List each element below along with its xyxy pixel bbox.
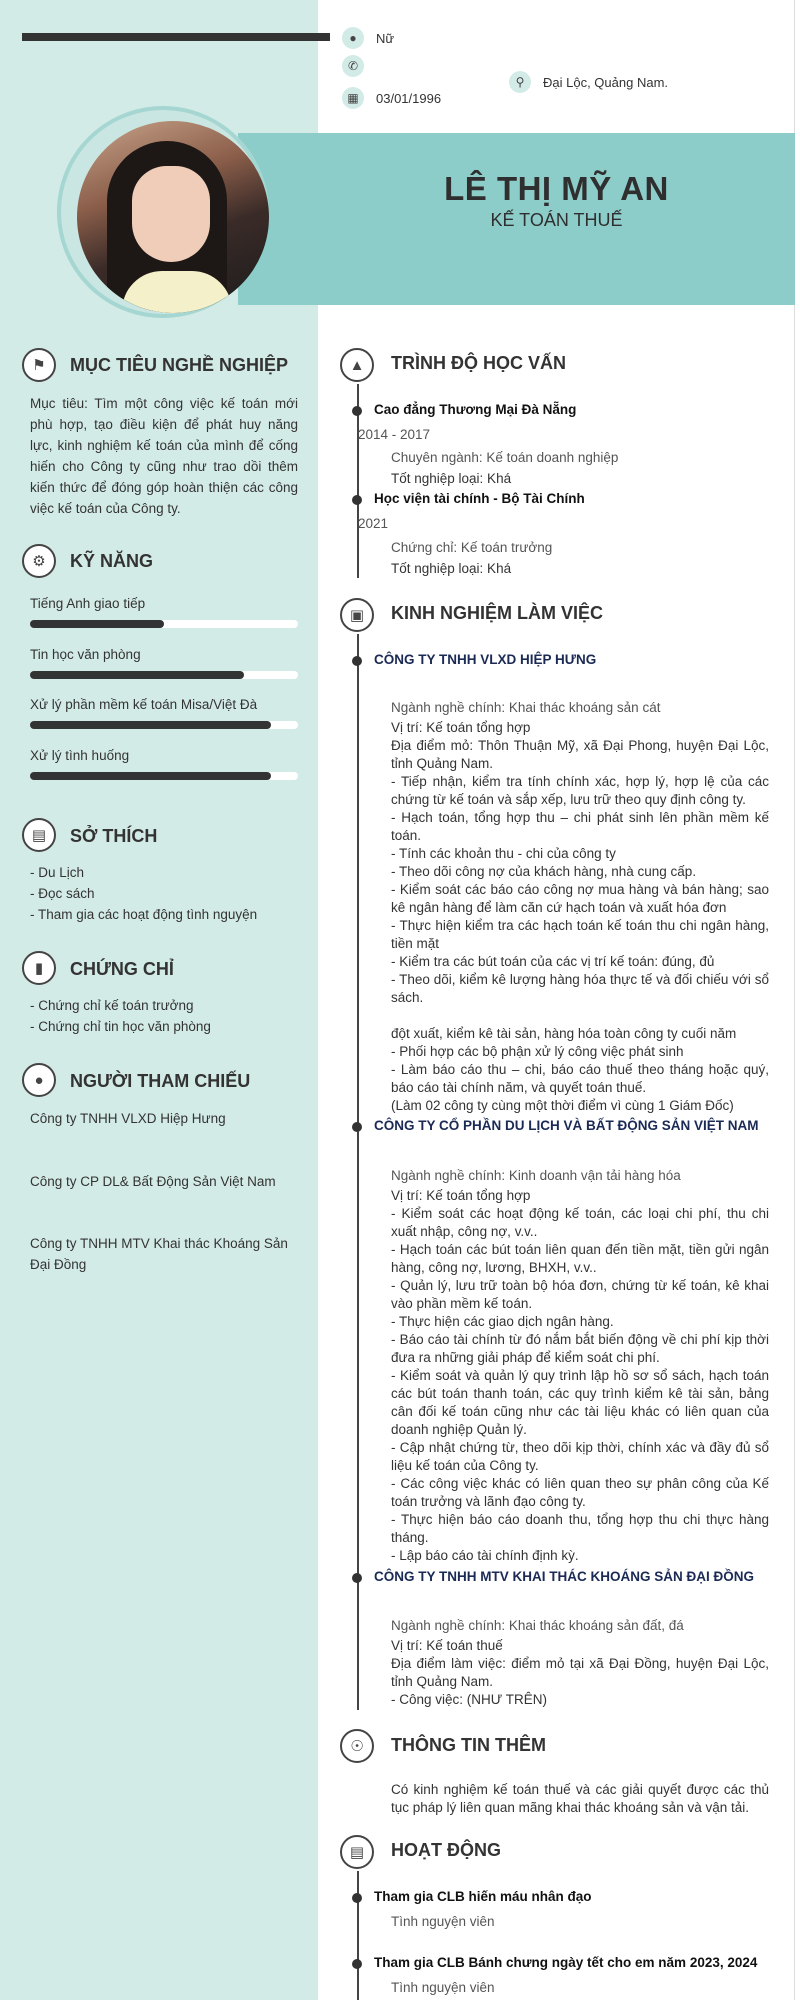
edu-school: Cao đẳng Thương Mại Đà Nẵng	[374, 402, 577, 417]
hobby-item: - Du Lịch	[30, 865, 85, 880]
job-detail-line: đột xuất, kiểm kê tài sản, hàng hóa toàn công ty cuối năm	[391, 1026, 737, 1041]
briefcase-icon: ▣	[340, 598, 374, 632]
activity-name: Tham gia CLB Bánh chưng ngày tết cho em năm 2023, 2024	[374, 1955, 758, 1970]
flag-icon: ⚑	[22, 348, 56, 382]
skill-label: Tin học văn phòng	[30, 647, 141, 662]
skill-bar-fill	[30, 772, 271, 780]
job-detail-line: (Làm 02 công ty cùng một thời điểm vì cùng 1 Giám Đốc)	[391, 1098, 734, 1113]
job-detail-line: Vị trí: Kế toán thuế	[391, 1638, 503, 1653]
person-icon: ●	[22, 1063, 56, 1097]
edu-major: Chứng chỉ: Kế toán trưởng	[391, 540, 553, 555]
graduation-cap-icon: ▲	[340, 348, 374, 382]
certificate-item: - Chứng chỉ kế toán trưởng	[30, 998, 194, 1013]
skill-label: Xử lý phần mềm kế toán Misa/Việt Đà	[30, 697, 258, 712]
certificates-list	[30, 995, 298, 1037]
document-icon: ▤	[22, 818, 56, 852]
job-company: CÔNG TY TNHH MTV KHAI THÁC KHOÁNG SẢN ĐẠI ĐỒNG	[374, 1569, 754, 1584]
job-detail-line: Địa điểm mỏ: Thôn Thuận Mỹ, xã Đại Phong, huyện Đại Lộc, tỉnh Quảng Nam.	[391, 738, 769, 771]
edu-grade: Tốt nghiệp loại: Khá	[391, 561, 512, 576]
job-detail-line: - Báo cáo tài chính từ đó nắm bắt biến động về chi phí kịp thời đưa ra những giải pháp để kiểm soát chi phí.	[391, 1332, 769, 1365]
activity-name: Tham gia CLB hiến máu nhân đạo	[374, 1889, 592, 1904]
activities-title: HOẠT ĐỘNG	[391, 1840, 501, 1860]
skill-bar	[30, 721, 298, 729]
certificates-title: CHỨNG CHỈ	[70, 959, 174, 979]
job-detail-line: Vị trí: Kế toán tổng hợp	[391, 720, 531, 735]
experience-timeline	[357, 634, 359, 1710]
certificate-item: - Chứng chỉ tin học văn phòng	[30, 1019, 211, 1034]
timeline-dot	[352, 1573, 362, 1583]
contact-gender	[342, 27, 394, 49]
timeline-dot	[352, 1893, 362, 1903]
hobby-item: - Tham gia các hoạt động tình nguyện	[30, 907, 258, 922]
job-detail-line: - Cập nhật chứng từ, theo dõi kịp thời, chính xác và đầy đủ sổ liệu kế toán của Công ty.	[391, 1440, 769, 1473]
skill-bar-fill	[30, 671, 244, 679]
contact-phone	[342, 55, 376, 77]
education-title: TRÌNH ĐỘ HỌC VẤN	[391, 353, 566, 373]
job-details	[391, 1187, 769, 1565]
activity-role: Tình nguyện viên	[391, 1914, 495, 1929]
bookmark-icon: ▮	[22, 951, 56, 985]
skill-bar	[30, 671, 298, 679]
edu-period: 2014 - 2017	[358, 427, 431, 442]
job-detail-line: - Tiếp nhận, kiểm tra tính chính xác, hợp lý, hợp lệ của các chứng từ kế toán và sắp xếp, lưu trữ theo quy định công ty.	[391, 774, 769, 807]
job-detail-line: Vị trí: Kế toán tổng hợp	[391, 1188, 531, 1203]
info-icon: ☉	[340, 1729, 374, 1763]
edu-school: Học viện tài chính - Bộ Tài Chính	[374, 491, 585, 506]
hobby-item: - Đọc sách	[30, 886, 95, 901]
job-detail-line: - Kiểm tra các bút toán của các vị trí kế toán: đúng, đủ	[391, 954, 715, 969]
objective-title: MỤC TIÊU NGHỀ NGHIỆP	[70, 355, 289, 375]
activities-timeline	[357, 1871, 359, 2000]
skills-title: KỸ NĂNG	[70, 551, 154, 571]
candidate-name: LÊ THỊ MỸ AN	[444, 170, 669, 207]
references-title: NGƯỜI THAM CHIẾU	[70, 1071, 251, 1091]
calendar-icon: ▦	[342, 87, 364, 109]
skill-label: Tiếng Anh giao tiếp	[30, 596, 146, 611]
job-detail-line: - Kiểm soát các hoạt động kế toán, các loại chi phí, thu chi xuất nhập, công nợ, v.v..	[391, 1206, 769, 1239]
activity-role: Tình nguyện viên	[391, 1980, 495, 1995]
job-detail-line: - Kiểm soát và quản lý quy trình lập hồ sơ sổ sách, hạch toán các bút toán thanh toán, các quy trình kiểm kê tài sản, bảng cân đối kế toán cũng như các tài liệu khác có liên quan của doanh nghiệp Quản lý.	[391, 1368, 769, 1437]
phone-icon: ✆	[342, 55, 364, 77]
job-detail-line	[391, 1007, 769, 1025]
birthday-value: 03/01/1996	[376, 90, 442, 106]
contact-address	[509, 71, 668, 93]
job-detail-line: - Thực hiện báo cáo doanh thu, tổng hợp thu chi thực hàng tháng.	[391, 1512, 769, 1545]
top-decor-bar	[22, 33, 330, 41]
skill-bar-fill	[30, 721, 271, 729]
edu-period: 2021	[358, 516, 389, 531]
timeline-dot	[352, 495, 362, 505]
additional-text: Có kinh nghiệm kế toán thuế và các giải quyết được các thủ tục pháp lý liên quan mãng khai thác khoáng sản và vận tải.	[391, 1782, 769, 1815]
job-detail-line: - Theo dõi, kiểm kê lượng hàng hóa thực tế và đối chiếu với sổ sách.	[391, 972, 769, 1005]
avatar-photo	[77, 121, 269, 313]
job-detail-line: - Hạch toán, tổng hợp thu – chi phát sinh lên phần mềm kế toán.	[391, 810, 769, 843]
additional-title: THÔNG TIN THÊM	[391, 1735, 546, 1755]
timeline-dot	[352, 1959, 362, 1969]
job-company: CÔNG TY TNHH VLXD HIỆP HƯNG	[374, 652, 597, 667]
hobbies-title: SỞ THÍCH	[70, 826, 158, 846]
skill-bar	[30, 772, 298, 780]
job-detail-line: - Phối hợp các bộ phận xử lý công việc phát sinh	[391, 1044, 684, 1059]
timeline-dot	[352, 656, 362, 666]
job-detail-line: - Công việc: (NHƯ TRÊN)	[391, 1692, 548, 1707]
job-detail-line: - Tính các khoản thu - chi của công ty	[391, 846, 616, 861]
job-detail-line: - Các công việc khác có liên quan theo sự phân công của Kế toán trưởng và lãnh đạo công ty.	[391, 1476, 769, 1509]
reference-item: Công ty CP DL& Bất Động Sản Việt Nam	[30, 1174, 276, 1189]
contact-birthday	[342, 87, 441, 109]
hobbies-list	[30, 862, 298, 925]
job-detail-line: - Thực hiện các giao dịch ngân hàng.	[391, 1314, 614, 1329]
job-detail-line: - Quản lý, lưu trữ toàn bộ hóa đơn, chứng từ kế toán, kê khai vào phần mềm kế toán.	[391, 1278, 769, 1311]
timeline-dot	[352, 406, 362, 416]
job-company: CÔNG TY CỔ PHẦN DU LỊCH VÀ BẤT ĐỘNG SẢN VIỆT NAM	[374, 1118, 759, 1133]
skill-bar-fill	[30, 620, 164, 628]
reference-item: Công ty TNHH VLXD Hiệp Hưng	[30, 1111, 226, 1126]
job-detail-line: - Thực hiện kiểm tra các hạch toán kế toán thu chi ngân hàng, tiền mặt	[391, 918, 769, 951]
job-detail-line: - Hạch toán các bút toán liên quan đến tiền mặt, tiền gửi ngân hàng, công nợ, lương, BHXH, v.v..	[391, 1242, 769, 1275]
skill-label: Xử lý tình huống	[30, 748, 130, 763]
reference-item: Công ty TNHH MTV Khai thác Khoáng Sản Đại Đồng	[30, 1236, 288, 1272]
skill-bar	[30, 620, 298, 628]
timeline-dot	[352, 1122, 362, 1132]
job-details	[391, 1637, 769, 1709]
job-detail-line: - Làm báo cáo thu – chi, báo cáo thuế theo tháng hoặc quý, báo cáo tài chính năm, và quyết toán thuế.	[391, 1062, 769, 1095]
edu-major: Chuyên ngành: Kế toán doanh nghiệp	[391, 450, 619, 465]
job-detail-line: Địa điểm làm việc: điểm mỏ tại xã Đại Đồng, huyện Đại Lộc, tỉnh Quảng Nam.	[391, 1656, 769, 1689]
edu-grade: Tốt nghiệp loại: Khá	[391, 471, 512, 486]
job-detail-line: - Kiểm soát các báo cáo công nợ mua hàng và bán hàng; sao kê ngân hàng để làm căn cứ hạch toán và xuất hóa đơn	[391, 882, 769, 915]
job-industry: Ngành nghề chính: Khai thác khoáng sản cát	[391, 700, 661, 715]
job-industry: Ngành nghề chính: Kinh doanh vận tải hàng hóa	[391, 1168, 681, 1183]
book-icon: ▤	[340, 1835, 374, 1869]
objective-text: Mục tiêu: Tìm một công việc kế toán mới phù hợp, tạo điều kiện để phát huy năng lực, kinh nghiệm kế toán của mình để cống hiến cho Công ty cũng như trao dồi thêm kiến thức để đóng góp hoàn thiện các công việc kế toán của Công ty.	[30, 396, 298, 516]
job-industry: Ngành nghề chính: Khai thác khoáng sản đất, đá	[391, 1618, 684, 1633]
skills-icon: ⚙	[22, 544, 56, 578]
location-pin-icon: ⚲	[509, 71, 531, 93]
gender-value: Nữ	[376, 30, 395, 46]
job-title: KẾ TOÁN THUẾ	[490, 210, 623, 230]
job-detail-line: - Theo dõi công nợ của khách hàng, nhà cung cấp.	[391, 864, 697, 879]
job-details	[391, 719, 769, 1115]
person-icon: ●	[342, 27, 364, 49]
experience-title: KINH NGHIỆM LÀM VIỆC	[391, 603, 604, 623]
job-detail-line: - Lập báo cáo tài chính định kỳ.	[391, 1548, 579, 1563]
address-value: Đại Lộc, Quảng Nam.	[543, 74, 669, 90]
